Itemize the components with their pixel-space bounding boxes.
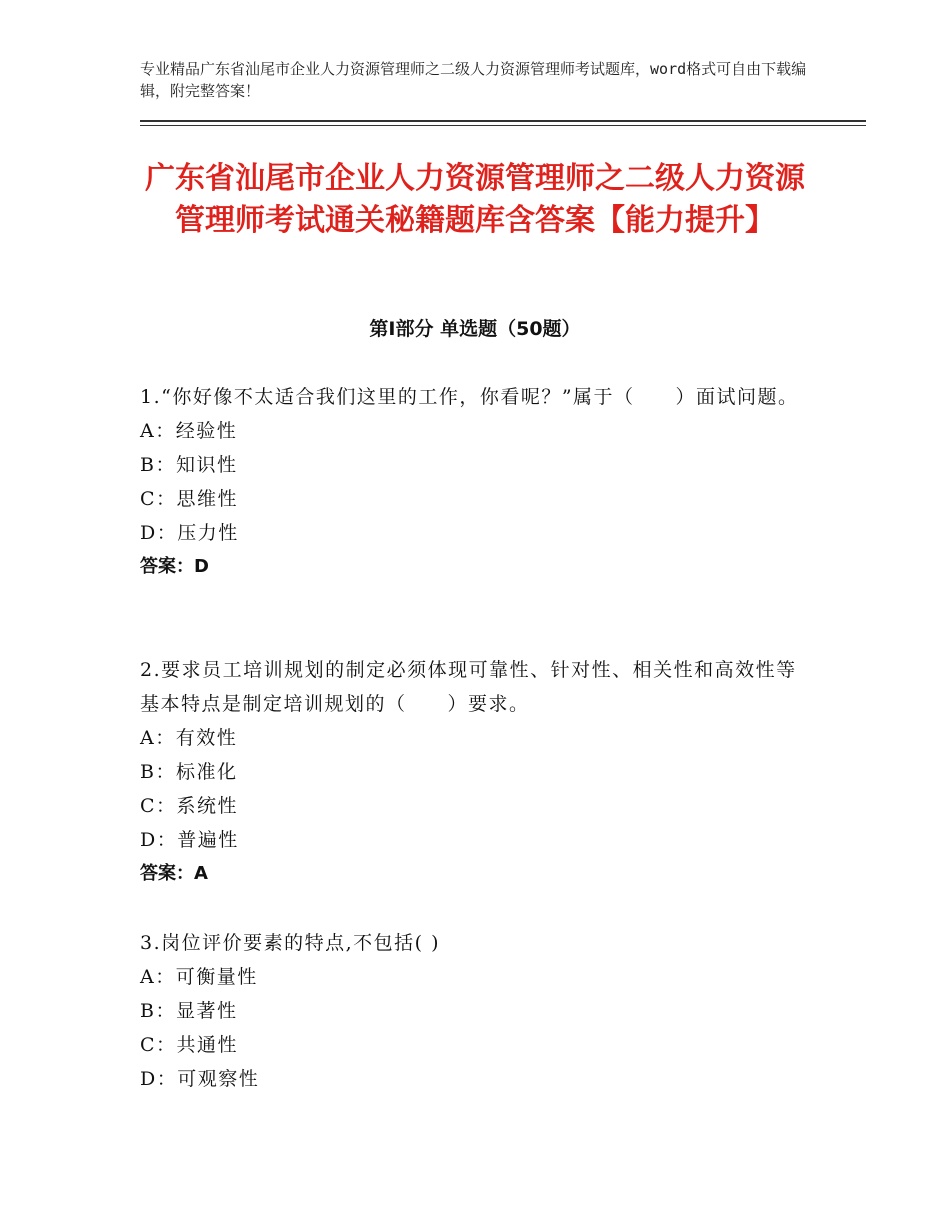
option-a: A：可衡量性 [140,966,258,988]
option-b: B：知识性 [140,454,238,476]
option-c: C：系统性 [140,795,239,817]
option-c: C：思维性 [140,488,239,510]
option-d: D：可观察性 [140,1068,260,1090]
option-d: D：普遍性 [140,829,239,851]
header-rule-thick [140,120,866,122]
option-b: B：显著性 [140,1000,238,1022]
question-stem: 3.岗位评价要素的特点,不包括( ) [140,932,441,954]
question-1 [140,380,810,584]
option-c: C：共通性 [140,1034,239,1056]
question-3 [140,926,810,1096]
header-note: 专业精品广东省汕尾市企业人力资源管理师之二级人力资源管理师考试题库，word格式可自由下载编辑，附完整答案！ [140,60,807,100]
option-d: D：压力性 [140,522,239,544]
option-b: B：标准化 [140,761,238,783]
question-2 [140,653,810,891]
option-a: A：经验性 [140,420,238,442]
answer: 答案：A [140,863,208,884]
header-rule-thin [140,125,866,126]
question-stem: 2.要求员工培训规划的制定必须体现可靠性、针对性、相关性和高效性等基本特点是制定培训规划的（ ）要求。 [140,659,797,715]
option-a: A：有效性 [140,727,238,749]
answer: 答案：D [140,556,209,577]
section-heading: 第Ⅰ部分 单选题（50题） [369,318,581,340]
question-stem: 1.“你好像不太适合我们这里的工作，你看呢？”属于（ ）面试问题。 [140,386,799,408]
document-title: 广东省汕尾市企业人力资源管理师之二级人力资源管理师考试通关秘籍题库含答案【能力提升】 [145,161,805,238]
